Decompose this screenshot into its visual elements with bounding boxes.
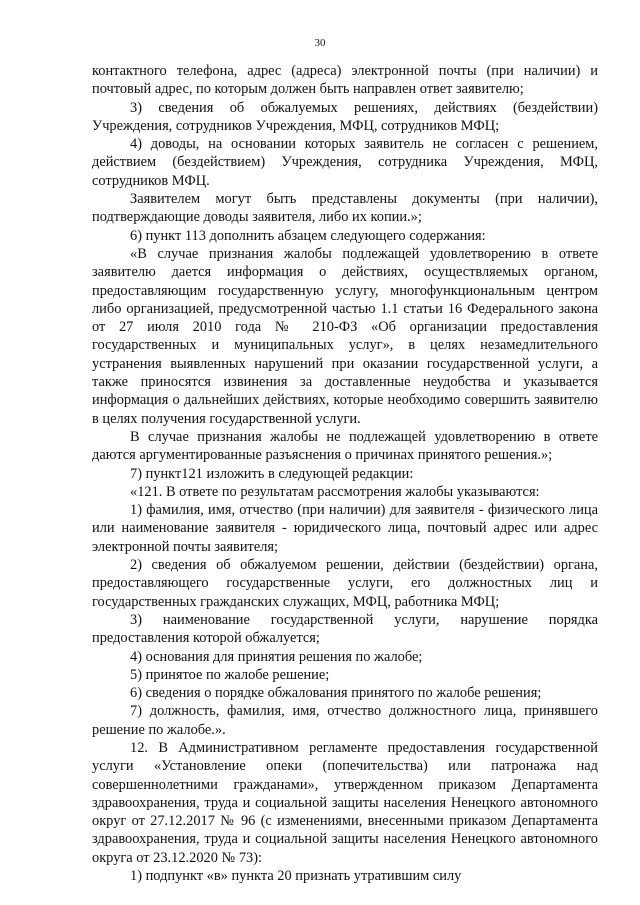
paragraph: 3) сведения об обжалуемых решениях, действиях (бездействии) Учреждения, сотрудников Учреждения, МФЦ, сотрудников МФЦ; bbox=[92, 99, 598, 134]
paragraph: 4) основания для принятия решения по жалобе; bbox=[130, 648, 423, 665]
paragraph: 2) сведения об обжалуемом решении, действии (бездействии) органа, предоставляющего государственные услуги, его должностных лиц и государственных гражданских служащих, МФЦ, работника МФЦ; bbox=[92, 557, 598, 610]
paragraph: 1) подпункт «в» пункта 20 признать утратившим силу bbox=[130, 868, 462, 885]
document-body bbox=[92, 62, 598, 885]
paragraph: контактного телефона, адрес (адреса) электронной почты (при наличии) и почтовый адрес, по которым должен быть направлен ответ заявителю; bbox=[92, 63, 598, 98]
paragraph: 6) пункт 113 дополнить абзацем следующего содержания: bbox=[130, 227, 486, 244]
paragraph: 12. В Административном регламенте предоставления государственной услуги «Установление опеки (попечительства) или патронажа над совершеннолетними гражданами», утвержденном приказом Департамента здравоохранения, труда и социальной защиты населения Ненецкого автономного округ от 27.12.2017 № 96 (с изменениями, внесенными приказом Департамента здравоохранения, труда и социальной защиты населения Ненецкого автономного округа от 23.12.2020 № 73): bbox=[92, 739, 598, 866]
paragraph: Заявителем могут быть представлены документы (при наличии), подтверждающие доводы заявителя, либо их копии.»; bbox=[92, 191, 598, 226]
paragraph: В случае признания жалобы не подлежащей удовлетворению в ответе даются аргументированные разъяснения о причинах принятого решения.»; bbox=[92, 428, 598, 464]
paragraph: 6) сведения о порядке обжалования принятого по жалобе решения; bbox=[130, 685, 542, 702]
page-number: 30 bbox=[314, 37, 326, 49]
paragraph: 4) доводы, на основании которых заявитель не согласен с решением, действием (бездействием) Учреждения, сотрудника Учреждения, МФЦ, сотрудников МФЦ. bbox=[92, 136, 598, 189]
paragraph: 7) должность, фамилия, имя, отчество должностного лица, принявшего решение по жалобе.». bbox=[92, 703, 598, 738]
paragraph: 5) принятое по жалобе решение; bbox=[130, 666, 330, 683]
paragraph: «121. В ответе по результатам рассмотрения жалобы указываются: bbox=[130, 483, 540, 500]
paragraph: 7) пункт121 изложить в следующей редакции: bbox=[130, 465, 414, 482]
paragraph: 3) наименование государственной услуги, нарушение порядка предоставления которой обжалуется; bbox=[92, 611, 598, 647]
paragraph: «В случае признания жалобы подлежащей удовлетворению в ответе заявителю дается информация о действиях, осуществляемых органом, предоставляющим государственную услугу, многофункциональным центром либо организацией, предусмотренной частью 1.1 статьи 16 Федерального закона от 27 июля 2010 года № 210-ФЗ «Об организации предоставления государственных и муниципальных услуг», в целях незамедлительного устранения выявленных нарушений при оказании государственной услуги, а также приносятся извинения за доставленные неудобства и указывается информация о дальнейших действиях, которые необходимо совершить заявителю в целях получения государственной услуги. bbox=[92, 245, 598, 427]
paragraph: 1) фамилия, имя, отчество (при наличии) для заявителя - физического лица или наименование заявителя - юридического лица, почтовый адрес или адрес электронной почты заявителя; bbox=[92, 502, 598, 555]
